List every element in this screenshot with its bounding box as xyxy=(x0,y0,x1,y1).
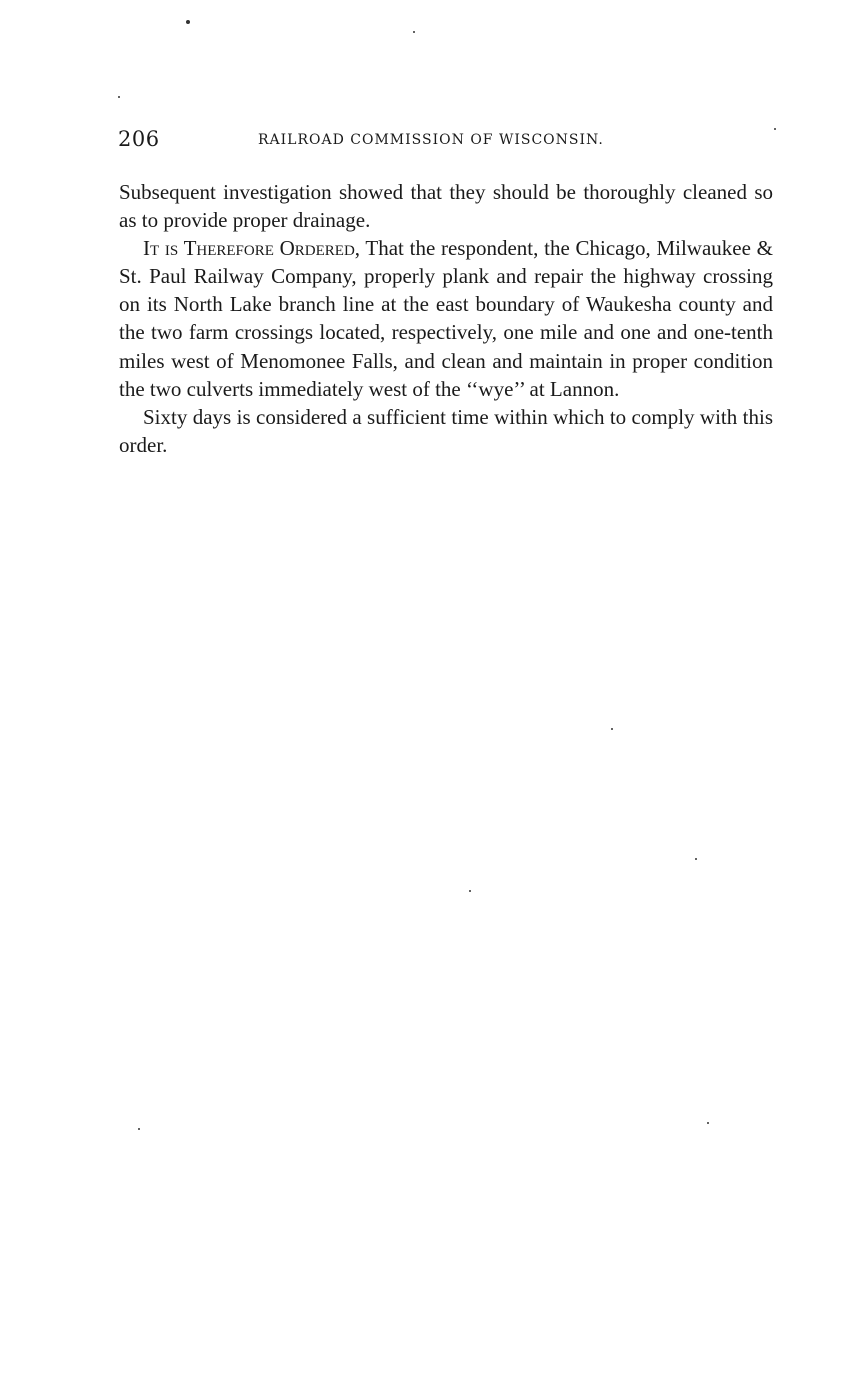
running-title: RAILROAD COMMISSION OF WISCONSIN. xyxy=(258,132,604,148)
paragraph-3 xyxy=(119,403,773,459)
paragraph-1 xyxy=(119,178,773,234)
scan-speck xyxy=(186,20,190,24)
scan-speck xyxy=(469,890,471,892)
scan-speck xyxy=(707,1122,709,1124)
paragraph-3-text: Sixty days is considered a sufficient time within which to comply with this order. xyxy=(119,404,773,457)
scan-speck xyxy=(138,1128,140,1130)
body-text xyxy=(119,178,773,459)
scan-speck xyxy=(695,858,697,860)
paragraph-2-text: That the respondent, the Chicago, Milwaukee & St. Paul Railway Company, properly plank and repair the highway crossing on its North Lake branch line at the east boundary of Waukesha county and the two farm crossings located, respectively, one mile and one and one-tenth miles west of Menomonee Falls, and clean and maintain in proper condition the two culverts immediately west of the ‘‘wye’’ at Lannon. xyxy=(119,236,773,401)
paragraph-2 xyxy=(119,234,773,403)
scan-speck xyxy=(118,96,120,98)
page-header xyxy=(118,127,774,157)
paragraph-1-text: Subsequent investigation showed that they should be thoroughly cleaned so as to provide proper drainage. xyxy=(119,180,773,233)
page-number: 206 xyxy=(118,127,160,151)
scan-speck xyxy=(774,128,776,130)
scan-speck xyxy=(611,728,613,730)
scan-speck xyxy=(413,31,415,33)
order-lead: It is Therefore Ordered, xyxy=(143,236,361,261)
